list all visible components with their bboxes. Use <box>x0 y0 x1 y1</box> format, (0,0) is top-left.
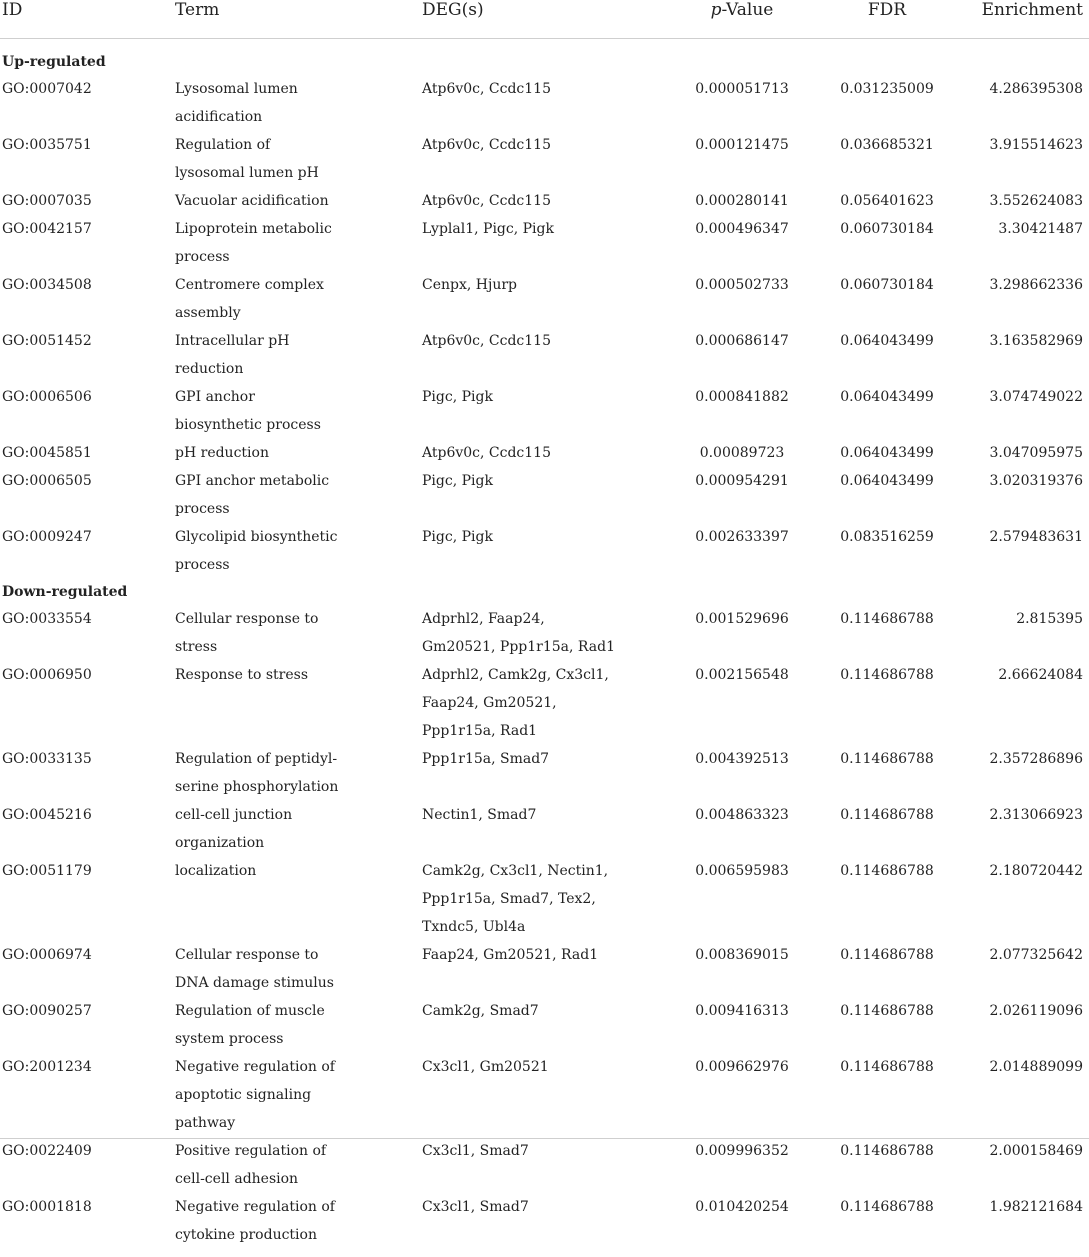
cell-enrichment: 1.982121684 <box>947 1193 1089 1257</box>
cell-term: GPI anchor metabolic process <box>175 467 422 523</box>
cell-fdr: 0.114686788 <box>827 745 947 801</box>
cell-fdr: 0.064043499 <box>827 383 947 439</box>
table-row <box>0 187 1089 215</box>
header-p-suffix: -Value <box>722 0 774 20</box>
table-row <box>0 327 1089 383</box>
cell-id: GO:0006505 <box>0 467 175 523</box>
cell-enrichment: 2.180720442 <box>947 857 1089 941</box>
cell-p-value: 0.010420254 <box>657 1193 827 1257</box>
cell-deg: Camk2g, Cx3cl1, Nectin1, Ppp1r15a, Smad7, Tex2, Txndc5, Ubl4a <box>422 857 657 941</box>
cell-enrichment: 2.313066923 <box>947 801 1089 857</box>
cell-fdr: 0.114686788 <box>827 605 947 661</box>
cell-term: Cellular response to DNA damage stimulus <box>175 941 422 997</box>
cell-id: GO:0033135 <box>0 745 175 801</box>
cell-term: cell-cell junction organization <box>175 801 422 857</box>
cell-p-value: 0.000051713 <box>657 75 827 131</box>
cell-deg: Pigc, Pigk <box>422 383 657 439</box>
cell-id: GO:0035751 <box>0 131 175 187</box>
table-row <box>0 997 1089 1053</box>
cell-term: Negative regulation of cytokine production <box>175 1193 422 1257</box>
cell-enrichment: 3.020319376 <box>947 467 1089 523</box>
cell-deg: Nectin1, Smad7 <box>422 801 657 857</box>
cell-id: GO:0006974 <box>0 941 175 997</box>
cell-enrichment: 2.026119096 <box>947 997 1089 1053</box>
cell-deg: Lyplal1, Pigc, Pigk <box>422 215 657 271</box>
table-row <box>0 1137 1089 1193</box>
header-enrichment: Enrichment <box>947 0 1089 39</box>
cell-id: GO:0090257 <box>0 997 175 1053</box>
cell-id: GO:0034508 <box>0 271 175 327</box>
cell-id: GO:0051452 <box>0 327 175 383</box>
group-header-row <box>0 579 1089 605</box>
header-p-italic: p <box>711 0 722 20</box>
table-row <box>0 661 1089 745</box>
cell-p-value: 0.000121475 <box>657 131 827 187</box>
cell-id: GO:0007035 <box>0 187 175 215</box>
table-body <box>0 39 1089 1257</box>
cell-deg: Ppp1r15a, Smad7 <box>422 745 657 801</box>
cell-fdr: 0.114686788 <box>827 1137 947 1193</box>
table-row <box>0 745 1089 801</box>
cell-enrichment: 3.074749022 <box>947 383 1089 439</box>
table-row <box>0 131 1089 187</box>
header-p-value <box>657 0 827 39</box>
cell-p-value: 0.009996352 <box>657 1137 827 1193</box>
table-row <box>0 271 1089 327</box>
header-row <box>0 0 1089 39</box>
cell-p-value: 0.000280141 <box>657 187 827 215</box>
cell-p-value: 0.000954291 <box>657 467 827 523</box>
cell-enrichment: 3.552624083 <box>947 187 1089 215</box>
cell-fdr: 0.114686788 <box>827 801 947 857</box>
cell-enrichment: 3.915514623 <box>947 131 1089 187</box>
cell-p-value: 0.000841882 <box>657 383 827 439</box>
cell-p-value: 0.001529696 <box>657 605 827 661</box>
cell-id: GO:0006950 <box>0 661 175 745</box>
cell-deg: Pigc, Pigk <box>422 523 657 579</box>
cell-term: Positive regulation of cell-cell adhesion <box>175 1137 422 1193</box>
cell-deg: Cenpx, Hjurp <box>422 271 657 327</box>
cell-term: Vacuolar acidification <box>175 187 422 215</box>
header-term: Term <box>175 0 422 39</box>
cell-term: Centromere complex assembly <box>175 271 422 327</box>
cell-enrichment: 2.815395 <box>947 605 1089 661</box>
cell-p-value: 0.002633397 <box>657 523 827 579</box>
cell-enrichment: 2.014889099 <box>947 1053 1089 1137</box>
cell-fdr: 0.031235009 <box>827 75 947 131</box>
cell-fdr: 0.060730184 <box>827 271 947 327</box>
cell-enrichment: 2.579483631 <box>947 523 1089 579</box>
header-id: ID <box>0 0 175 39</box>
cell-term: Response to stress <box>175 661 422 745</box>
cell-id: GO:0045216 <box>0 801 175 857</box>
cell-term: Lipoprotein metabolic process <box>175 215 422 271</box>
cell-fdr: 0.114686788 <box>827 941 947 997</box>
cell-term: Lysosomal lumen acidification <box>175 75 422 131</box>
cell-p-value: 0.000502733 <box>657 271 827 327</box>
cell-deg: Atp6v0c, Ccdc115 <box>422 131 657 187</box>
cell-id: GO:0045851 <box>0 439 175 467</box>
group-label: Down-regulated <box>0 579 1089 605</box>
cell-term: localization <box>175 857 422 941</box>
cell-id: GO:0033554 <box>0 605 175 661</box>
cell-fdr: 0.114686788 <box>827 661 947 745</box>
cell-fdr: 0.114686788 <box>827 997 947 1053</box>
cell-fdr: 0.064043499 <box>827 439 947 467</box>
cell-p-value: 0.008369015 <box>657 941 827 997</box>
cell-enrichment: 2.000158469 <box>947 1137 1089 1193</box>
cell-fdr: 0.114686788 <box>827 1193 947 1257</box>
cell-term: Regulation of lysosomal lumen pH <box>175 131 422 187</box>
cell-term: Negative regulation of apoptotic signaling pathway <box>175 1053 422 1137</box>
cell-id: GO:0006506 <box>0 383 175 439</box>
cell-term: Intracellular pH reduction <box>175 327 422 383</box>
group-header-row <box>0 39 1089 76</box>
table-row <box>0 467 1089 523</box>
cell-p-value: 0.00089723 <box>657 439 827 467</box>
cell-deg: Pigc, Pigk <box>422 467 657 523</box>
cell-deg: Atp6v0c, Ccdc115 <box>422 327 657 383</box>
cell-id: GO:2001234 <box>0 1053 175 1137</box>
cell-deg: Camk2g, Smad7 <box>422 997 657 1053</box>
cell-id: GO:0009247 <box>0 523 175 579</box>
header-fdr: FDR <box>827 0 947 39</box>
cell-fdr: 0.064043499 <box>827 327 947 383</box>
cell-id: GO:0001818 <box>0 1193 175 1257</box>
cell-deg: Cx3cl1, Gm20521 <box>422 1053 657 1137</box>
table-bottom-rule <box>0 1138 1089 1139</box>
cell-enrichment: 2.66624084 <box>947 661 1089 745</box>
table-row <box>0 1193 1089 1257</box>
cell-p-value: 0.009662976 <box>657 1053 827 1137</box>
cell-fdr: 0.114686788 <box>827 857 947 941</box>
cell-term: Cellular response to stress <box>175 605 422 661</box>
cell-enrichment: 4.286395308 <box>947 75 1089 131</box>
cell-fdr: 0.036685321 <box>827 131 947 187</box>
table-row <box>0 801 1089 857</box>
cell-deg: Atp6v0c, Ccdc115 <box>422 187 657 215</box>
table-row <box>0 857 1089 941</box>
cell-fdr: 0.060730184 <box>827 215 947 271</box>
cell-p-value: 0.000496347 <box>657 215 827 271</box>
cell-p-value: 0.006595983 <box>657 857 827 941</box>
cell-deg: Atp6v0c, Ccdc115 <box>422 75 657 131</box>
table-row <box>0 439 1089 467</box>
table-row <box>0 383 1089 439</box>
cell-p-value: 0.002156548 <box>657 661 827 745</box>
table-row <box>0 605 1089 661</box>
cell-p-value: 0.004392513 <box>657 745 827 801</box>
cell-term: Regulation of muscle system process <box>175 997 422 1053</box>
cell-enrichment: 2.077325642 <box>947 941 1089 997</box>
header-deg: DEG(s) <box>422 0 657 39</box>
cell-p-value: 0.009416313 <box>657 997 827 1053</box>
cell-term: Regulation of peptidyl-serine phosphorylation <box>175 745 422 801</box>
cell-id: GO:0007042 <box>0 75 175 131</box>
table-row <box>0 215 1089 271</box>
cell-deg: Cx3cl1, Smad7 <box>422 1137 657 1193</box>
cell-p-value: 0.000686147 <box>657 327 827 383</box>
cell-term: pH reduction <box>175 439 422 467</box>
cell-enrichment: 3.30421487 <box>947 215 1089 271</box>
group-label: Up-regulated <box>0 39 1089 76</box>
table-row <box>0 523 1089 579</box>
cell-fdr: 0.114686788 <box>827 1053 947 1137</box>
cell-term: Glycolipid biosynthetic process <box>175 523 422 579</box>
cell-term: GPI anchor biosynthetic process <box>175 383 422 439</box>
table-row <box>0 941 1089 997</box>
cell-deg: Faap24, Gm20521, Rad1 <box>422 941 657 997</box>
cell-fdr: 0.064043499 <box>827 467 947 523</box>
table-header <box>0 0 1089 39</box>
cell-enrichment: 3.047095975 <box>947 439 1089 467</box>
cell-id: GO:0042157 <box>0 215 175 271</box>
cell-deg: Adprhl2, Camk2g, Cx3cl1, Faap24, Gm20521, Ppp1r15a, Rad1 <box>422 661 657 745</box>
cell-enrichment: 2.357286896 <box>947 745 1089 801</box>
cell-deg: Atp6v0c, Ccdc115 <box>422 439 657 467</box>
cell-p-value: 0.004863323 <box>657 801 827 857</box>
cell-id: GO:0051179 <box>0 857 175 941</box>
table-row <box>0 75 1089 131</box>
cell-enrichment: 3.163582969 <box>947 327 1089 383</box>
cell-fdr: 0.083516259 <box>827 523 947 579</box>
cell-deg: Adprhl2, Faap24, Gm20521, Ppp1r15a, Rad1 <box>422 605 657 661</box>
table-row <box>0 1053 1089 1137</box>
cell-enrichment: 3.298662336 <box>947 271 1089 327</box>
cell-id: GO:0022409 <box>0 1137 175 1193</box>
cell-deg: Cx3cl1, Smad7 <box>422 1193 657 1257</box>
cell-fdr: 0.056401623 <box>827 187 947 215</box>
